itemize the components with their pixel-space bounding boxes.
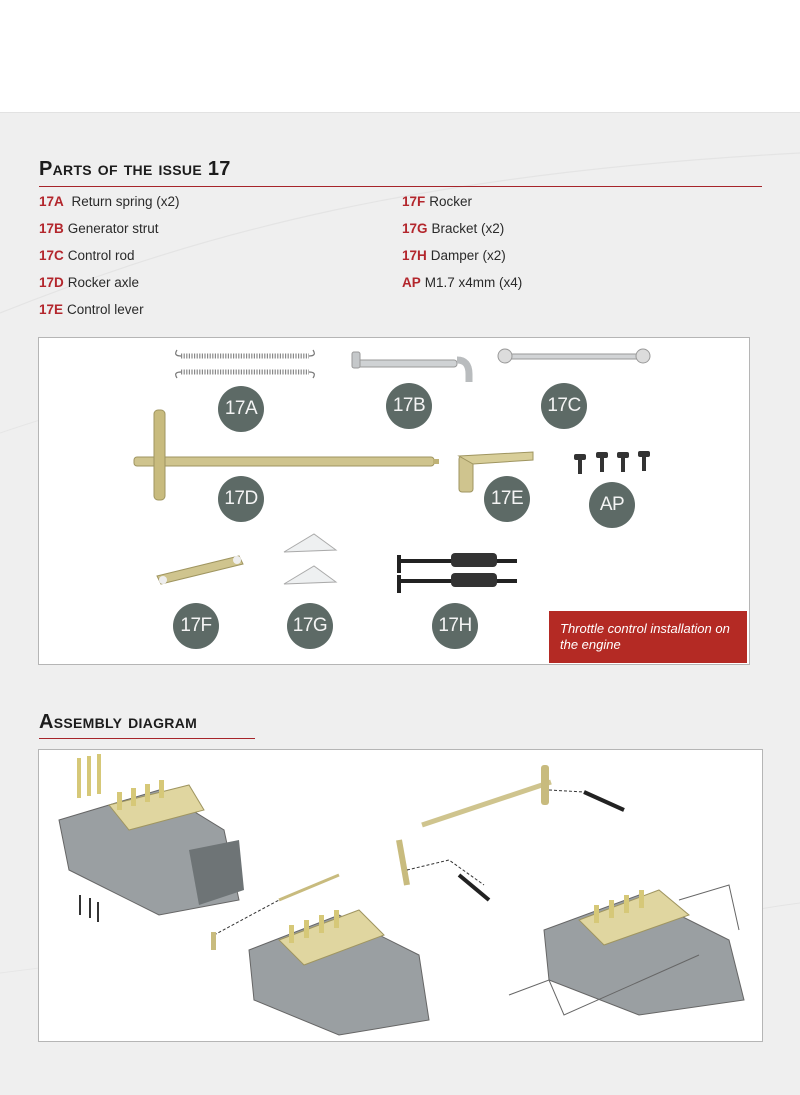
part-badge-17f: 17F	[173, 603, 219, 649]
assembly-diagram	[39, 750, 762, 1041]
part-badge-17a: 17A	[218, 386, 264, 432]
bracket-part	[284, 534, 336, 584]
parts-heading-rule	[39, 186, 762, 187]
screws-part	[574, 451, 650, 474]
part-item-17b: 17B Generator strut	[39, 221, 159, 236]
part-badge-ap: AP	[589, 482, 635, 528]
part-item-17g: 17G Bracket (x2)	[402, 221, 505, 236]
parts-heading: Parts of the issue 17	[39, 158, 231, 180]
part-item-17f: 17F Rocker	[402, 194, 473, 209]
control-rod-part	[498, 349, 650, 363]
part-item-17a: 17A Return spring (x2)	[39, 194, 180, 209]
part-item-17e: 17E Control lever	[39, 302, 144, 317]
parts-list-right	[402, 193, 522, 301]
part-item-17c: 17C Control rod	[39, 248, 135, 263]
parts-illustration-panel	[38, 337, 750, 665]
part-badge-17b: 17B	[386, 383, 432, 429]
part-badge-17e: 17E	[484, 476, 530, 522]
engine-illustration-2	[211, 875, 429, 1035]
parts-list-left	[39, 193, 180, 328]
assembly-heading: Assembly diagram	[39, 711, 198, 733]
damper-part	[397, 553, 517, 593]
part-badge-17d: 17D	[218, 476, 264, 522]
assembly-heading-rule	[39, 738, 255, 739]
part-badge-17g: 17G	[287, 603, 333, 649]
engine-illustration-3	[509, 885, 744, 1015]
caption-banner: Throttle control installation on the engine	[549, 611, 747, 663]
axle-assembly-illustration	[399, 765, 624, 900]
part-item-ap: AP M1.7 x4mm (x4)	[402, 275, 523, 290]
engine-illustration-1	[59, 754, 244, 922]
assembly-diagram-panel	[38, 749, 763, 1042]
part-item-17h: 17H Damper (x2)	[402, 248, 506, 263]
rocker-part	[157, 556, 243, 584]
part-badge-17h: 17H	[432, 603, 478, 649]
part-badge-17c: 17C	[541, 383, 587, 429]
generator-strut-part	[352, 352, 469, 382]
return-spring-part	[176, 350, 315, 378]
part-item-17d: 17D Rocker axle	[39, 275, 140, 290]
